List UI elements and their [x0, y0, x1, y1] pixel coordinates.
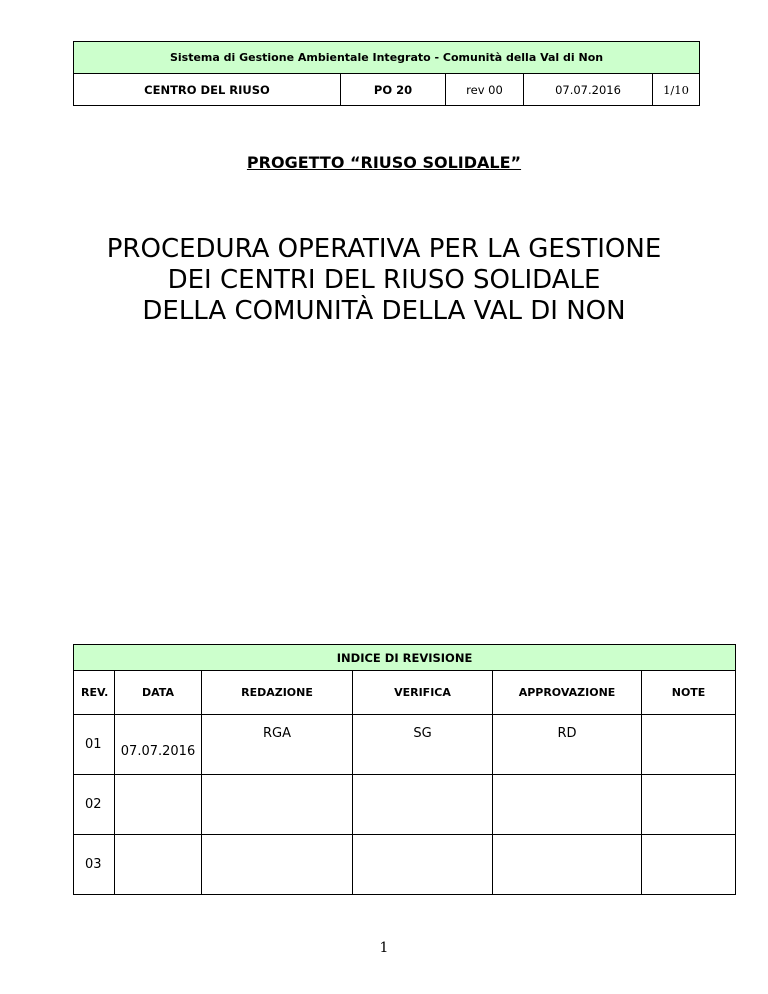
table-row	[74, 835, 736, 895]
column-header-approvazione: APPROVAZIONE	[493, 671, 642, 715]
main-title-line-2: DEI CENTRI DEL RIUSO SOLIDALE	[167, 265, 601, 295]
cell-note	[642, 775, 736, 835]
cell-verifica	[353, 835, 493, 895]
cell-verifica: SG	[353, 715, 493, 775]
cell-note	[642, 835, 736, 895]
cell-rev: 03	[74, 835, 115, 895]
project-title-text: PROGETTO “RIUSO SOLIDALE”	[246, 153, 522, 172]
cell-rev: 01	[74, 715, 115, 775]
organization-name: Sistema di Gestione Ambientale Integrato - Comunità della Val di Non	[74, 42, 700, 74]
section-name: CENTRO DEL RIUSO	[74, 74, 341, 106]
document-header	[73, 41, 700, 106]
cell-redazione	[202, 835, 353, 895]
page-counter: 1/10	[653, 74, 700, 106]
cell-redazione: RGA	[202, 715, 353, 775]
cell-approvazione: RD	[493, 715, 642, 775]
table-row	[74, 715, 736, 775]
cell-redazione	[202, 775, 353, 835]
cell-date	[115, 775, 202, 835]
revision-table-title: INDICE DI REVISIONE	[74, 645, 736, 671]
column-header-rev: REV.	[74, 671, 115, 715]
cell-verifica	[353, 775, 493, 835]
main-title-line-1: PROCEDURA OPERATIVA PER LA GESTIONE	[106, 234, 662, 264]
column-header-data: DATA	[115, 671, 202, 715]
main-title-line-3: DELLA COMUNITÀ DELLA VAL DI NON	[142, 296, 626, 326]
document-code: PO 20	[341, 74, 446, 106]
revision-table	[73, 644, 736, 895]
column-header-redazione: REDAZIONE	[202, 671, 353, 715]
column-header-verifica: VERIFICA	[353, 671, 493, 715]
cell-note	[642, 715, 736, 775]
table-row	[74, 775, 736, 835]
main-title	[0, 234, 768, 327]
cell-approvazione	[493, 835, 642, 895]
page-number: 1	[379, 940, 389, 956]
cell-approvazione	[493, 775, 642, 835]
revision-label: rev 00	[446, 74, 524, 106]
column-header-note: NOTE	[642, 671, 736, 715]
header-date: 07.07.2016	[524, 74, 653, 106]
cell-rev: 02	[74, 775, 115, 835]
cell-date	[115, 835, 202, 895]
project-title	[0, 153, 768, 172]
cell-date: 07.07.2016	[115, 715, 202, 775]
